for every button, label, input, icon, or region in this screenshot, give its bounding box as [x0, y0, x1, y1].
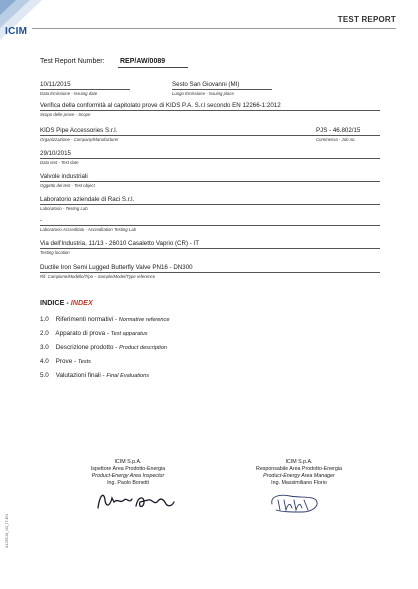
index-item: 3.0 Descrizione prodotto - Product description: [40, 344, 168, 351]
index-title-en: INDEX: [70, 298, 93, 307]
index-item: 1.0 Riferimenti normativi - Normative reference: [40, 316, 170, 323]
header-divider: [32, 28, 396, 29]
organization-rule: [40, 135, 380, 136]
signature-org: ICIM S.p.A.: [285, 459, 313, 465]
laboratory-value: Laboratorio aziendale di Raci S.r.l.: [40, 196, 135, 203]
issuing-place-caption: Luogo Emissione - Issuing place: [172, 91, 234, 96]
index-item-number: 4.0: [40, 358, 49, 365]
accredited-lab-rule: [40, 225, 380, 226]
signature-name: Ing. Paolo Bonetti: [107, 480, 149, 486]
index-item-label-en: Product description: [119, 345, 168, 351]
index-item-number: 2.0: [40, 330, 49, 337]
index-item-label: Riferimenti normativi: [55, 316, 114, 323]
issuing-date-rule: [40, 89, 130, 90]
scope-caption: Scopo delle prove - Scope: [40, 112, 91, 117]
signature-role-en: Product-Energy Area Manager: [263, 473, 335, 479]
report-number-value: REP/AW/0089: [120, 58, 166, 65]
index-item-label: Prove: [55, 358, 73, 365]
handwritten-signature-inspector: [94, 488, 178, 514]
index-item-label-en: Test apparatus: [110, 331, 148, 337]
test-object-value: Valvole industriali: [40, 173, 88, 180]
index-item-label-en: Tests: [77, 359, 91, 365]
index-item-label: Descrizione prodotto: [55, 344, 114, 351]
signature-role: Responsabile Area Prodotto-Energia: [256, 466, 342, 472]
handwritten-signature-manager: [266, 490, 322, 518]
signature-role: Ispettore Area Prodotto-Energia: [90, 466, 166, 472]
signature-block-manager: [229, 459, 369, 487]
index-title-it: INDICE: [40, 298, 65, 307]
index-item-number: 3.0: [40, 344, 49, 351]
job-number-value: PJS - 46.802/15: [316, 127, 361, 134]
issuing-place-value: Sesto San Giovanni (MI): [172, 81, 240, 88]
test-object-caption: Oggetto del test - Test object: [40, 183, 95, 188]
signature-role-en: Product-Energy Area Inspector: [91, 473, 165, 479]
issuing-date-caption: Data Emissione - Issuing date: [40, 91, 98, 96]
icim-logo-text: ICIM: [5, 26, 28, 37]
index-item: 4.0 Prove - Tests: [40, 358, 91, 365]
sample-reference-caption: Rif. Campione/Modello/Tipo – Sample/Model/Type reference: [40, 274, 155, 279]
organization-caption: Organizzazione - Company/Manufacturer: [40, 137, 119, 142]
signature-block-inspector: [58, 459, 198, 487]
signature-name: Ing. Massimiliano Florio: [271, 480, 327, 486]
testing-location-rule: [40, 248, 380, 249]
testing-location-value: Via dell'Industria, 11/13 - 26010 Casaletto Vaprio (CR) - IT: [40, 240, 200, 247]
index-title: INDICE - INDEX: [40, 298, 93, 307]
report-number-underline: [118, 67, 188, 68]
test-date-caption: Data test - Test date: [40, 160, 79, 165]
report-number-label: Test Report Number:: [40, 58, 105, 65]
test-object-rule: [40, 181, 380, 182]
scope-value: Verifica della conformità al capitolato prove di KIDS P.A. S.r.l secondo EN 12266-1:2012: [40, 102, 281, 109]
accredited-lab-value: -: [40, 217, 43, 224]
sample-reference-rule: [40, 272, 380, 273]
laboratory-rule: [40, 204, 380, 205]
issuing-date-value: 10/11/2015: [40, 81, 71, 88]
index-item-label: Valutazioni finali: [55, 372, 101, 379]
index-item-number: 1.0: [40, 316, 49, 323]
index-item: 5.0 Valutazioni finali - Final Evaluations: [40, 372, 150, 379]
laboratory-caption: Laboratorio - Testing Lab: [40, 206, 88, 211]
index-item: 2.0 Apparato di prova - Test apparatus: [40, 330, 148, 337]
index-item-label-en: Normative reference: [118, 317, 170, 323]
job-number-caption: Commessa - Job no.: [316, 137, 356, 142]
test-date-value: 29/10/2015: [40, 150, 71, 157]
document-title: TEST REPORT: [337, 15, 396, 24]
signature-org: ICIM S.p.A.: [114, 459, 142, 465]
organization-value: KIDS Pipe Accessories S.r.l.: [40, 127, 118, 134]
accredited-lab-caption: Laboratorio Accreditato - Accreditation Testing Lab: [40, 227, 137, 232]
test-date-rule: [40, 158, 380, 159]
testing-location-caption: Testing location: [40, 250, 70, 255]
index-item-label-en: Final Evaluations: [106, 373, 150, 379]
issuing-place-rule: [172, 89, 272, 90]
index-item-label: Apparato di prova: [55, 330, 106, 337]
document-code: 0125CM_00_IT-EN: [4, 513, 9, 548]
scope-rule: [40, 110, 380, 111]
sample-reference-value: Ductile Iron Semi Lugged Butterfly Valve PN16 - DN300: [40, 264, 193, 271]
index-item-number: 5.0: [40, 372, 49, 379]
